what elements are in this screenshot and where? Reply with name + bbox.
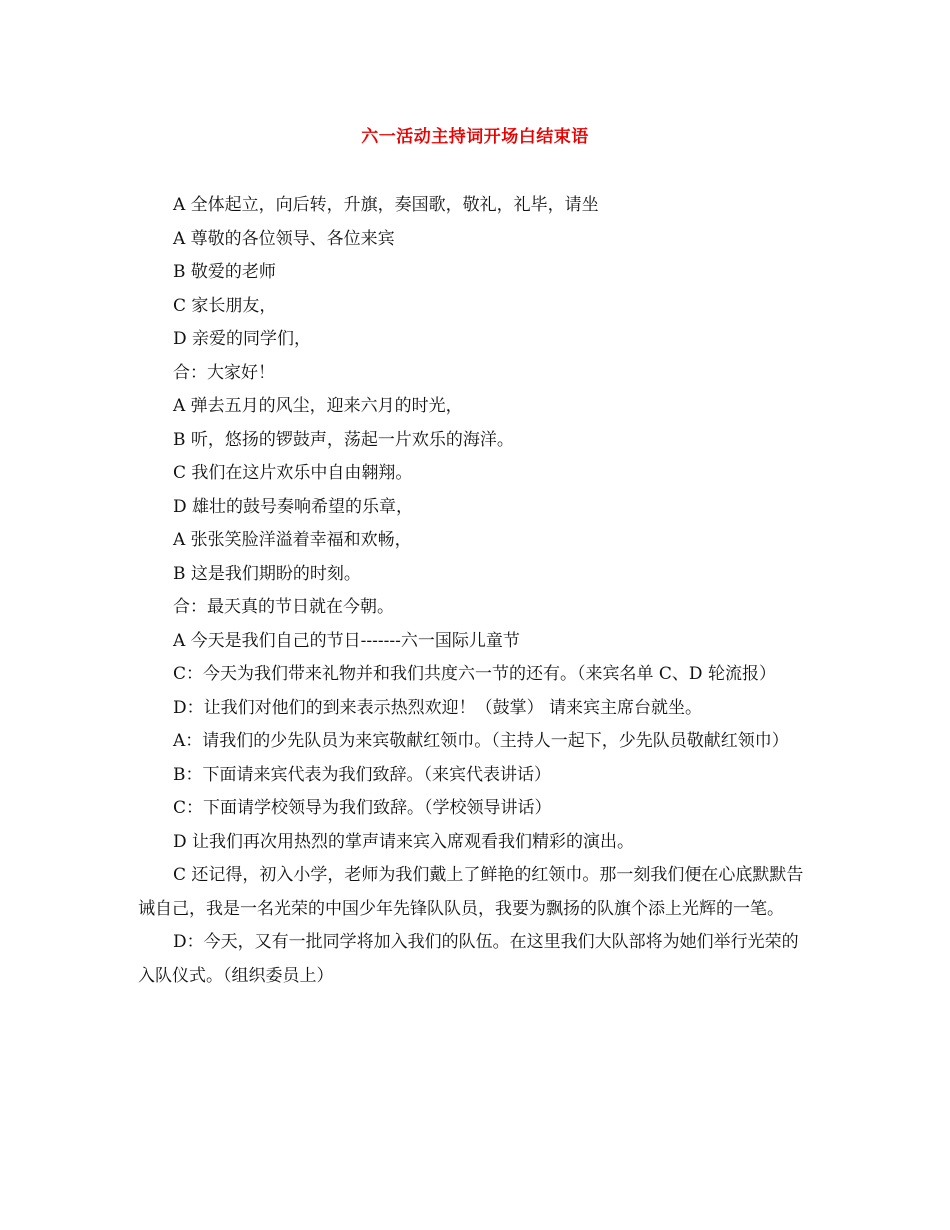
- paragraph: 合：最天真的节日就在今朝。: [173, 597, 394, 617]
- paragraph: D：让我们对他们的到来表示热烈欢迎！（鼓掌） 请来宾主席台就坐。: [173, 697, 703, 718]
- paragraph: B 这是我们期盼的时刻。: [173, 563, 361, 584]
- paragraph: A 张张笑脸洋溢着幸福和欢畅，: [173, 530, 412, 550]
- paragraph: B 听，悠扬的锣鼓声，荡起一片欢乐的海洋。: [173, 429, 514, 450]
- paragraph: A 尊敬的各位领导、各位来宾: [173, 228, 395, 249]
- document-title: 六一活动主持词开场白结束语: [361, 127, 589, 147]
- paragraph: A 全体起立，向后转，升旗，奏国歌，敬礼，礼毕，请坐: [173, 195, 599, 215]
- paragraph: C 家长朋友，: [173, 295, 277, 316]
- paragraph: B：下面请来宾代表为我们致辞。（来宾代表讲话）: [173, 764, 551, 785]
- paragraph: D：今天，又有一批同学将加入我们的队伍。在这里我们大队部将为她们举行光荣的入队仪式。（组织委员上）: [138, 932, 799, 986]
- paragraph: C：今天为我们带来礼物并和我们共度六一节的还有。（来宾名单 C、D 轮流报）: [173, 664, 776, 684]
- paragraph: A 弹去五月的风尘，迎来六月的时光，: [173, 396, 463, 416]
- paragraph: 合：大家好！: [173, 362, 275, 383]
- paragraph: C：下面请学校领导为我们致辞。（学校领导讲话）: [173, 798, 552, 818]
- paragraph: C 还记得，初入小学，老师为我们戴上了鲜艳的红领巾。那一刻我们便在心底默默告诫自己，我是一名光荣的中国少年先锋队队员，我要为飘扬的队旗个添上光辉的一笔。: [138, 865, 804, 919]
- paragraph: C 我们在这片欢乐中自由翱翔。: [173, 463, 413, 483]
- paragraph: B 敬爱的老师: [173, 262, 276, 282]
- paragraph: D 雄壮的鼓号奏响希望的乐章，: [173, 496, 414, 517]
- paragraph: A 今天是我们自己的节日-------六一国际儿童节: [173, 630, 520, 651]
- document-body: [138, 189, 814, 993]
- paragraph: D 亲爱的同学们，: [173, 329, 312, 349]
- paragraph: A：请我们的少先队员为来宾敬献红领巾。（主持人一起下，少先队员敬献红领巾）: [173, 731, 789, 751]
- paragraph: D 让我们再次用热烈的掌声请来宾入席观看我们精彩的演出。: [173, 831, 635, 852]
